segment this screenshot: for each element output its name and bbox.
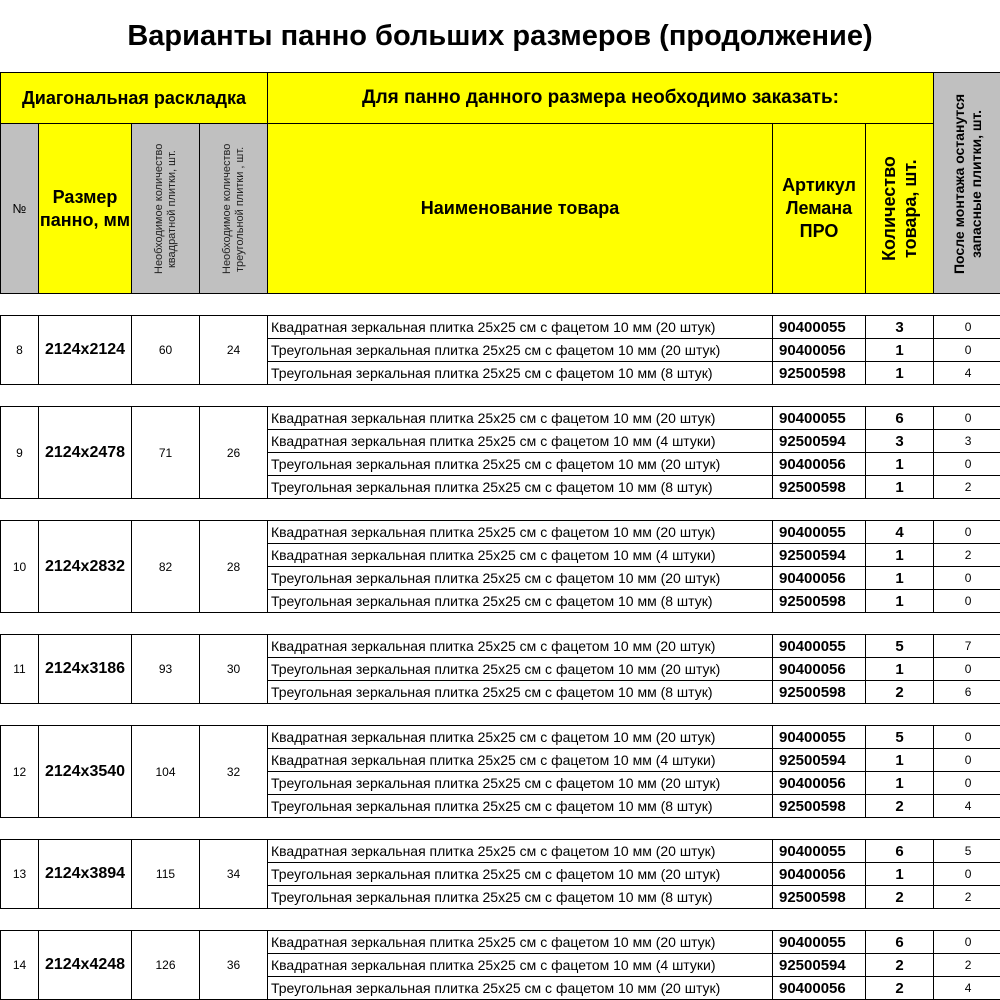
article-number: 90400056 — [773, 658, 866, 681]
spare-tiles: 4 — [934, 977, 1000, 1000]
article-number: 90400055 — [773, 840, 866, 863]
spare-tiles: 0 — [934, 772, 1000, 795]
group-number: 14 — [1, 931, 39, 1000]
panel-size: 2124x4248 — [39, 931, 132, 1000]
article-number: 90400056 — [773, 567, 866, 590]
product-name: Квадратная зеркальная плитка 25x25 см с фацетом 10 мм (4 штуки) — [268, 544, 773, 567]
panel-size: 2124x2124 — [39, 316, 132, 385]
spare-tiles: 0 — [934, 521, 1000, 544]
group-number: 11 — [1, 635, 39, 704]
item-quantity: 1 — [866, 590, 934, 613]
item-quantity: 1 — [866, 362, 934, 385]
product-name: Треугольная зеркальная плитка 25x25 см с фацетом 10 мм (8 штук) — [268, 590, 773, 613]
item-quantity: 1 — [866, 544, 934, 567]
spare-tiles: 0 — [934, 567, 1000, 590]
square-tile-count: 71 — [132, 407, 200, 499]
table-row — [1, 635, 1000, 658]
spare-tiles: 6 — [934, 681, 1000, 704]
group-number: 12 — [1, 726, 39, 818]
spare-tiles: 4 — [934, 362, 1000, 385]
spare-tiles: 0 — [934, 316, 1000, 339]
header-remaining-label: После монтажа останутся запасные плитки, шт. — [951, 92, 985, 274]
spare-tiles: 2 — [934, 544, 1000, 567]
triangle-tile-count: 26 — [200, 407, 268, 499]
group-separator — [1, 499, 1000, 521]
article-number: 92500594 — [773, 749, 866, 772]
group-number: 8 — [1, 316, 39, 385]
header-square-qty — [132, 124, 200, 294]
item-quantity: 5 — [866, 726, 934, 749]
header-diagonal: Диагональная раскладка — [1, 73, 268, 124]
item-quantity: 2 — [866, 977, 934, 1000]
item-quantity: 6 — [866, 840, 934, 863]
table-body — [1, 73, 1000, 1000]
item-quantity: 2 — [866, 886, 934, 909]
spare-tiles: 0 — [934, 658, 1000, 681]
article-number: 90400055 — [773, 726, 866, 749]
triangle-tile-count: 34 — [200, 840, 268, 909]
product-name: Треугольная зеркальная плитка 25x25 см с фацетом 10 мм (20 штук) — [268, 977, 773, 1000]
table-row — [1, 840, 1000, 863]
table-row — [1, 407, 1000, 430]
spare-tiles: 2 — [934, 954, 1000, 977]
product-name: Квадратная зеркальная плитка 25x25 см с фацетом 10 мм (20 штук) — [268, 726, 773, 749]
separator-cell — [1, 499, 1000, 521]
product-name: Треугольная зеркальная плитка 25x25 см с фацетом 10 мм (8 штук) — [268, 795, 773, 818]
item-quantity: 1 — [866, 772, 934, 795]
spare-tiles: 2 — [934, 886, 1000, 909]
item-quantity: 6 — [866, 931, 934, 954]
item-quantity: 4 — [866, 521, 934, 544]
item-quantity: 1 — [866, 567, 934, 590]
separator-cell — [1, 385, 1000, 407]
product-name: Квадратная зеркальная плитка 25x25 см с фацетом 10 мм (4 штуки) — [268, 749, 773, 772]
product-name: Треугольная зеркальная плитка 25x25 см с фацетом 10 мм (20 штук) — [268, 772, 773, 795]
article-number: 92500598 — [773, 681, 866, 704]
product-name: Квадратная зеркальная плитка 25x25 см с фацетом 10 мм (20 штук) — [268, 316, 773, 339]
article-number: 90400056 — [773, 977, 866, 1000]
separator-cell — [1, 704, 1000, 726]
header-triangle-qty-label: Необходимое количество треугольной плитки , шт. — [220, 143, 246, 274]
group-number: 13 — [1, 840, 39, 909]
article-number: 90400055 — [773, 407, 866, 430]
spare-tiles: 3 — [934, 430, 1000, 453]
article-number: 92500598 — [773, 362, 866, 385]
triangle-tile-count: 36 — [200, 931, 268, 1000]
square-tile-count: 60 — [132, 316, 200, 385]
article-number: 90400055 — [773, 635, 866, 658]
item-quantity: 1 — [866, 658, 934, 681]
product-name: Квадратная зеркальная плитка 25x25 см с фацетом 10 мм (20 штук) — [268, 840, 773, 863]
header-quantity — [866, 124, 934, 294]
product-name: Треугольная зеркальная плитка 25x25 см с фацетом 10 мм (8 штук) — [268, 886, 773, 909]
panel-size: 2124x2832 — [39, 521, 132, 613]
article-number: 90400056 — [773, 339, 866, 362]
square-tile-count: 126 — [132, 931, 200, 1000]
article-number: 90400056 — [773, 863, 866, 886]
panel-size: 2124x3186 — [39, 635, 132, 704]
panel-table — [0, 72, 1000, 1000]
spare-tiles: 0 — [934, 931, 1000, 954]
product-name: Квадратная зеркальная плитка 25x25 см с фацетом 10 мм (4 штуки) — [268, 954, 773, 977]
separator-cell — [1, 818, 1000, 840]
article-number: 90400055 — [773, 316, 866, 339]
table-row — [1, 931, 1000, 954]
group-number: 10 — [1, 521, 39, 613]
item-quantity: 1 — [866, 863, 934, 886]
spare-tiles: 0 — [934, 863, 1000, 886]
square-tile-count: 82 — [132, 521, 200, 613]
panel-size: 2124x3894 — [39, 840, 132, 909]
item-quantity: 2 — [866, 954, 934, 977]
product-name: Треугольная зеркальная плитка 25x25 см с фацетом 10 мм (8 штук) — [268, 362, 773, 385]
page-title: Варианты панно больших размеров (продолжение) — [127, 19, 873, 52]
header-num: № — [1, 124, 39, 294]
header-square-qty-label: Необходимое количество квадратной плитки, шт. — [152, 143, 178, 274]
header-size: Размер панно, мм — [39, 124, 132, 294]
header-remaining — [934, 73, 1000, 294]
item-quantity: 1 — [866, 749, 934, 772]
article-number: 90400055 — [773, 521, 866, 544]
item-quantity: 3 — [866, 430, 934, 453]
triangle-tile-count: 30 — [200, 635, 268, 704]
spare-tiles: 4 — [934, 795, 1000, 818]
group-separator — [1, 704, 1000, 726]
header-triangle-qty — [200, 124, 268, 294]
product-name: Треугольная зеркальная плитка 25x25 см с фацетом 10 мм (20 штук) — [268, 863, 773, 886]
product-name: Квадратная зеркальная плитка 25x25 см с фацетом 10 мм (20 штук) — [268, 521, 773, 544]
header-product: Наименование товара — [268, 124, 773, 294]
item-quantity: 1 — [866, 453, 934, 476]
group-number: 9 — [1, 407, 39, 499]
article-number: 92500598 — [773, 886, 866, 909]
spare-tiles: 0 — [934, 339, 1000, 362]
spare-tiles: 7 — [934, 635, 1000, 658]
article-number: 90400056 — [773, 453, 866, 476]
item-quantity: 5 — [866, 635, 934, 658]
table-row — [1, 521, 1000, 544]
spare-tiles: 5 — [934, 840, 1000, 863]
item-quantity: 2 — [866, 795, 934, 818]
table-row — [1, 316, 1000, 339]
group-separator — [1, 909, 1000, 931]
square-tile-count: 104 — [132, 726, 200, 818]
item-quantity: 1 — [866, 339, 934, 362]
item-quantity: 2 — [866, 681, 934, 704]
item-quantity: 1 — [866, 476, 934, 499]
product-name: Треугольная зеркальная плитка 25x25 см с фацетом 10 мм (20 штук) — [268, 658, 773, 681]
product-name: Треугольная зеркальная плитка 25x25 см с фацетом 10 мм (20 штук) — [268, 453, 773, 476]
spare-tiles: 0 — [934, 453, 1000, 476]
group-separator — [1, 385, 1000, 407]
article-number: 90400055 — [773, 931, 866, 954]
separator-cell — [1, 294, 1000, 316]
panel-size: 2124x2478 — [39, 407, 132, 499]
triangle-tile-count: 28 — [200, 521, 268, 613]
article-number: 92500598 — [773, 590, 866, 613]
article-number: 92500594 — [773, 430, 866, 453]
spare-tiles: 0 — [934, 726, 1000, 749]
article-number: 92500594 — [773, 954, 866, 977]
separator-cell — [1, 909, 1000, 931]
product-name: Квадратная зеркальная плитка 25x25 см с фацетом 10 мм (20 штук) — [268, 635, 773, 658]
group-separator — [1, 294, 1000, 316]
item-quantity: 3 — [866, 316, 934, 339]
article-number: 90400056 — [773, 772, 866, 795]
triangle-tile-count: 32 — [200, 726, 268, 818]
separator-cell — [1, 613, 1000, 635]
product-name: Треугольная зеркальная плитка 25x25 см с фацетом 10 мм (8 штук) — [268, 476, 773, 499]
product-name: Треугольная зеркальная плитка 25x25 см с фацетом 10 мм (8 штук) — [268, 681, 773, 704]
square-tile-count: 115 — [132, 840, 200, 909]
spare-tiles: 2 — [934, 476, 1000, 499]
article-number: 92500598 — [773, 795, 866, 818]
table-row — [1, 726, 1000, 749]
panel-size: 2124x3540 — [39, 726, 132, 818]
header-order: Для панно данного размера необходимо заказать: — [268, 73, 934, 124]
spare-tiles: 0 — [934, 590, 1000, 613]
product-name: Квадратная зеркальная плитка 25x25 см с фацетом 10 мм (20 штук) — [268, 931, 773, 954]
header-quantity-label: Количество товара, шт. — [878, 156, 920, 261]
product-name: Треугольная зеркальная плитка 25x25 см с фацетом 10 мм (20 штук) — [268, 339, 773, 362]
product-name: Квадратная зеркальная плитка 25x25 см с фацетом 10 мм (4 штуки) — [268, 430, 773, 453]
header-article: Артикул Лемана ПРО — [773, 124, 866, 294]
triangle-tile-count: 24 — [200, 316, 268, 385]
article-number: 92500594 — [773, 544, 866, 567]
spare-tiles: 0 — [934, 749, 1000, 772]
group-separator — [1, 818, 1000, 840]
product-name: Квадратная зеркальная плитка 25x25 см с фацетом 10 мм (20 штук) — [268, 407, 773, 430]
group-separator — [1, 613, 1000, 635]
square-tile-count: 93 — [132, 635, 200, 704]
item-quantity: 6 — [866, 407, 934, 430]
article-number: 92500598 — [773, 476, 866, 499]
product-name: Треугольная зеркальная плитка 25x25 см с фацетом 10 мм (20 штук) — [268, 567, 773, 590]
spare-tiles: 0 — [934, 407, 1000, 430]
